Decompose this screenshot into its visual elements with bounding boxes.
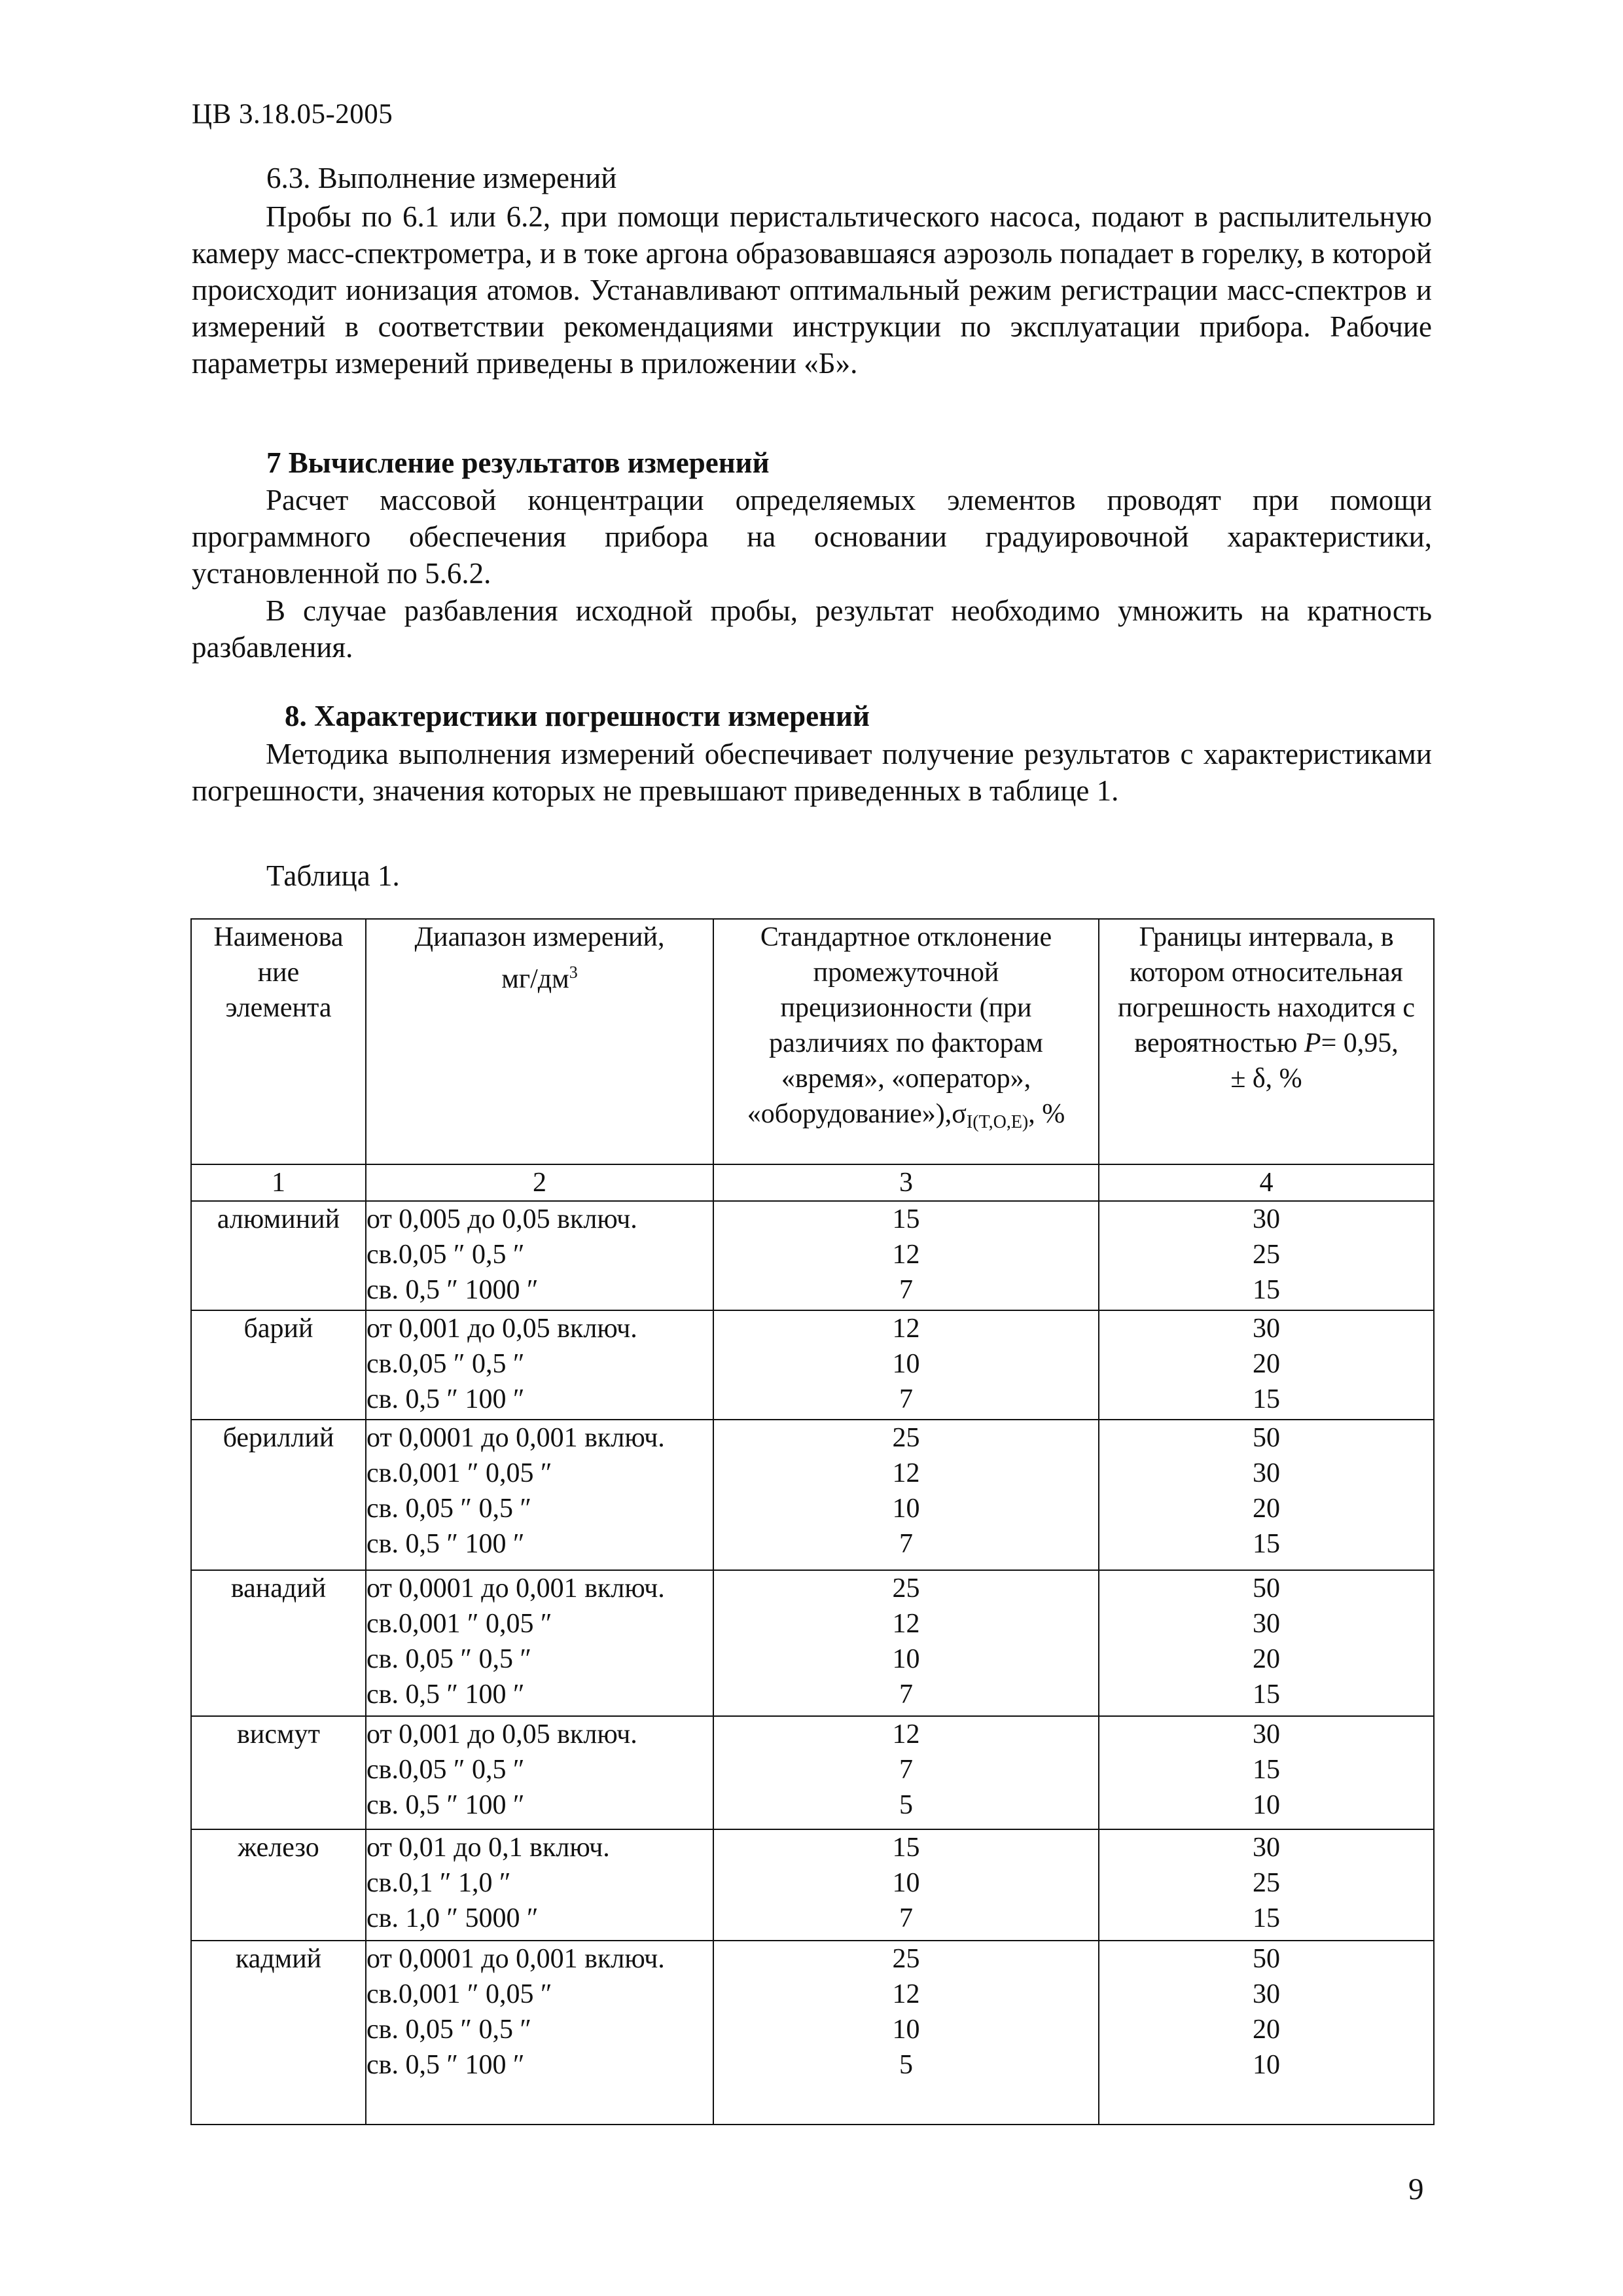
sd-cell: 25 12 10 7 xyxy=(713,1420,1099,1570)
sd-cell: 25 12 10 5 xyxy=(713,1941,1099,2125)
bounds-cell: 50 30 20 15 xyxy=(1099,1420,1434,1570)
column-number-row xyxy=(191,1164,1434,1201)
bounds-cell: 30 15 10 xyxy=(1099,1716,1434,1829)
table-header-row xyxy=(191,919,1434,1164)
section-6-3-text: Пробы по 6.1 или 6.2, при помощи перистальтического насоса, подают в распылительную камеру масс-спектрометра, и в токе аргона образовавшаяся аэрозоль попадает в горелку, в которой происходит ионизация атомов. Устанавливают оптимальный режим регистрации масс-спектров и измерений в соответствии рекомендациями инструкции по эксплуатации прибора. Рабочие параметры измерений приведены в приложении «Б». xyxy=(192,200,1432,380)
element-name: висмут xyxy=(191,1716,366,1829)
bounds-cell: 50 30 20 10 xyxy=(1099,1941,1434,2125)
bounds-cell: 30 25 15 xyxy=(1099,1829,1434,1941)
range-cell: от 0,01 до 0,1 включ. св.0,1 ″ 1,0 ″ св. 1,0 ″ 5000 ″ xyxy=(366,1829,713,1941)
column-number: 4 xyxy=(1099,1164,1434,1201)
section-7-paragraph-2: В случае разбавления исходной пробы, результат необходимо умножить на кратность разбавления. xyxy=(192,594,1432,664)
header-measurement-range: Диапазон измерений, $мг/дм^3$ xyxy=(366,919,713,1164)
header-interval-bounds: Границы интервала, в котором относительная погрешность находится с вероятностью P= 0,95, ± δ, % xyxy=(1099,919,1434,1164)
table-row xyxy=(191,1310,1434,1420)
bounds-cell: 50 30 20 15 xyxy=(1099,1570,1434,1716)
section-8-title: 8. Характеристики погрешности измерений xyxy=(285,700,870,732)
table-row xyxy=(191,1941,1434,2125)
header-standard-deviation: Стандартное отклонение промежуточной прецизионности (при различиях по факторам «время», «оператор», «$оборудование»),\sigma_{I(T,O,E)}$, % xyxy=(713,919,1099,1164)
section-7-paragraph-1: Расчет массовой концентрации определяемых элементов проводят при помощи программного обеспечения прибора на основании градуировочной характеристики, установленной по 5.6.2. xyxy=(192,484,1432,590)
error-characteristics-table xyxy=(190,918,1435,2125)
column-number: 2 xyxy=(366,1164,713,1201)
document-code: ЦВ 3.18.05-2005 xyxy=(192,99,393,130)
section-7-title: 7 Вычисление результатов измерений xyxy=(266,446,770,479)
section-8-text: Методика выполнения измерений обеспечивает получение результатов с характеристиками погрешности, значения которых не превышают приведенных в таблице 1. xyxy=(192,738,1432,807)
table-caption: Таблица 1. xyxy=(266,859,400,892)
page-number: 9 xyxy=(1408,2172,1424,2206)
range-cell: от 0,0001 до 0,001 включ. св.0,001 ″ 0,05 ″ св. 0,05 ″ 0,5 ″ св. 0,5 ″ 100 ″ xyxy=(366,1941,713,2125)
table-row xyxy=(191,1570,1434,1716)
sd-cell: 15 10 7 xyxy=(713,1829,1099,1941)
range-cell: от 0,001 до 0,05 включ. св.0,05 ″ 0,5 ″ св. 0,5 ″ 100 ″ xyxy=(366,1716,713,1829)
bounds-cell: 30 25 15 xyxy=(1099,1201,1434,1310)
sd-cell: 25 12 10 7 xyxy=(713,1570,1099,1716)
table-row xyxy=(191,1829,1434,1941)
range-cell: от 0,0001 до 0,001 включ. св.0,001 ″ 0,05 ″ св. 0,05 ″ 0,5 ″ св. 0,5 ″ 100 ″ xyxy=(366,1420,713,1570)
element-name: барий xyxy=(191,1310,366,1420)
element-name: кадмий xyxy=(191,1941,366,2125)
bounds-cell: 30 20 15 xyxy=(1099,1310,1434,1420)
element-name: железо xyxy=(191,1829,366,1941)
header-element-name: Наименова ние элемента xyxy=(191,919,366,1164)
column-number: 3 xyxy=(713,1164,1099,1201)
column-number: 1 xyxy=(191,1164,366,1201)
range-cell: от 0,0001 до 0,001 включ. св.0,001 ″ 0,05 ″ св. 0,05 ″ 0,5 ″ св. 0,5 ″ 100 ″ xyxy=(366,1570,713,1716)
table-row xyxy=(191,1716,1434,1829)
element-name: ванадий xyxy=(191,1570,366,1716)
sd-cell: 12 10 7 xyxy=(713,1310,1099,1420)
section-6-3-title: 6.3. Выполнение измерений xyxy=(266,162,617,194)
table-row xyxy=(191,1420,1434,1570)
element-name: алюминий xyxy=(191,1201,366,1310)
range-cell: от 0,001 до 0,05 включ. св.0,05 ″ 0,5 ″ св. 0,5 ″ 100 ″ xyxy=(366,1310,713,1420)
table-row xyxy=(191,1201,1434,1310)
range-cell: от 0,005 до 0,05 включ. св.0,05 ″ 0,5 ″ св. 0,5 ″ 1000 ″ xyxy=(366,1201,713,1310)
sd-cell: 12 7 5 xyxy=(713,1716,1099,1829)
sd-cell: 15 12 7 xyxy=(713,1201,1099,1310)
element-name: бериллий xyxy=(191,1420,366,1570)
